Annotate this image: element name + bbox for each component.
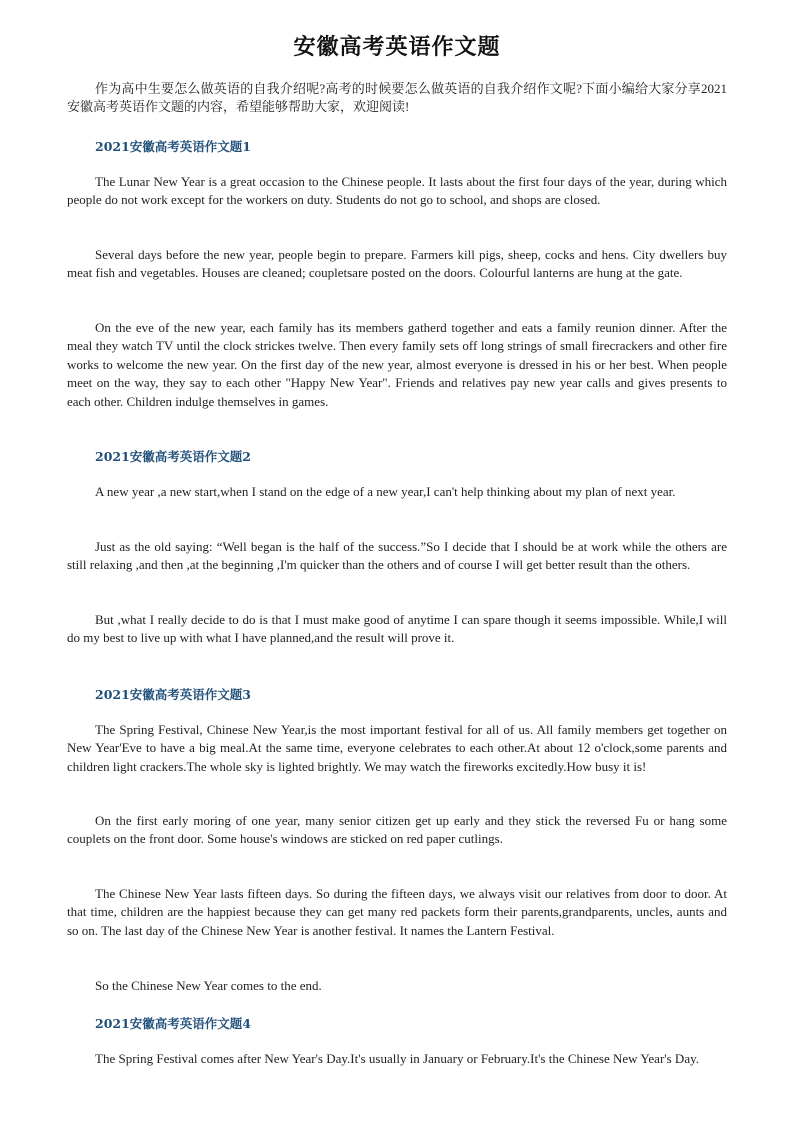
section-3-paragraph-3: The Chinese New Year lasts fifteen days. So during the fifteen days, we always visit our relatives from door to door. At that time, children are the happiest because they can get many red packets form their parents,grandparents, uncles, aunts and so on. The last day of the Chinese New Year is another festival. It names the Lantern Festival. — [67, 886, 727, 938]
section-3-paragraph-4: So the Chinese New Year comes to the end. — [95, 978, 322, 993]
section-heading-4: 2021安徽高考英语作文题4 — [95, 1016, 251, 1031]
page-title: 安徽高考英语作文题 — [293, 35, 501, 60]
section-heading-2: 2021安徽高考英语作文题2 — [95, 449, 251, 464]
section-heading-1: 2021安徽高考英语作文题1 — [95, 139, 251, 154]
section-2-paragraph-1: A new year ,a new start,when I stand on the edge of a new year,I can't help thinking about my plan of next year. — [95, 484, 676, 499]
section-1-paragraph-3: On the eve of the new year, each family has its members gatherd together and eats a family reunion dinner. After the meal they watch TV until the clock strickes twelve. Then every family sets off long strings of small firecrackers and other fire works to welcome the new year. On the first day of the new year, almost everyone is dressed in his or her best. When people meet on the way, they say to each other "Happy New Year". Friends and relatives pay new year calls and gives presents to each other. Children indulge themselves in games. — [67, 320, 727, 409]
section-2-paragraph-3: But ,what I really decide to do is that I must make good of anytime I can spare though it seems impossible. While,I will do my best to live up with what I have planned,and the result will prove it. — [67, 612, 727, 646]
section-2-paragraph-2: Just as the old saying: “Well began is the half of the success.”So I decide that I should be at work while the others are still relaxing ,and then ,at the beginning ,I'm quicker than the others and of course I will get better result than the others. — [67, 539, 727, 573]
section-3-paragraph-1: The Spring Festival, Chinese New Year,is the most important festival for all of us. All family members get together on New Year'Eve to have a big meal.At the same time, everyone celebrates to each other.At about 12 o'clock,some parents and children light crackers.The whole sky is lighted brightly. We may watch the fireworks excitedly.How busy it is! — [67, 722, 727, 774]
section-4-paragraph-1: The Spring Festival comes after New Year's Day.It's usually in January or February.It's the Chinese New Year's Day. — [95, 1051, 699, 1066]
intro-paragraph: 作为高中生要怎么做英语的自我介绍呢?高考的时候要怎么做英语的自我介绍作文呢?下面小编给大家分享2021安徽高考英语作文题的内容，希望能够帮助大家，欢迎阅读! — [67, 81, 727, 115]
section-3-paragraph-2: On the first early moring of one year, many senior citizen get up early and they stick the reversed Fu or hang some couplets on the front door. Some house's windows are sticked on red paper cutlings. — [67, 813, 727, 847]
section-1-paragraph-2: Several days before the new year, people begin to prepare. Farmers kill pigs, sheep, cocks and hens. City dwellers buy meat fish and vegetables. Houses are cleaned; coupletsare posted on the doors. Colourful lanterns are hung at the gate. — [67, 247, 727, 281]
section-1-paragraph-1: The Lunar New Year is a great occasion to the Chinese people. It lasts about the first four days of the year, during which people do not work except for the workers on duty. Students do not go to school, and shops are closed. — [67, 174, 727, 208]
section-heading-3: 2021安徽高考英语作文题3 — [95, 687, 251, 702]
